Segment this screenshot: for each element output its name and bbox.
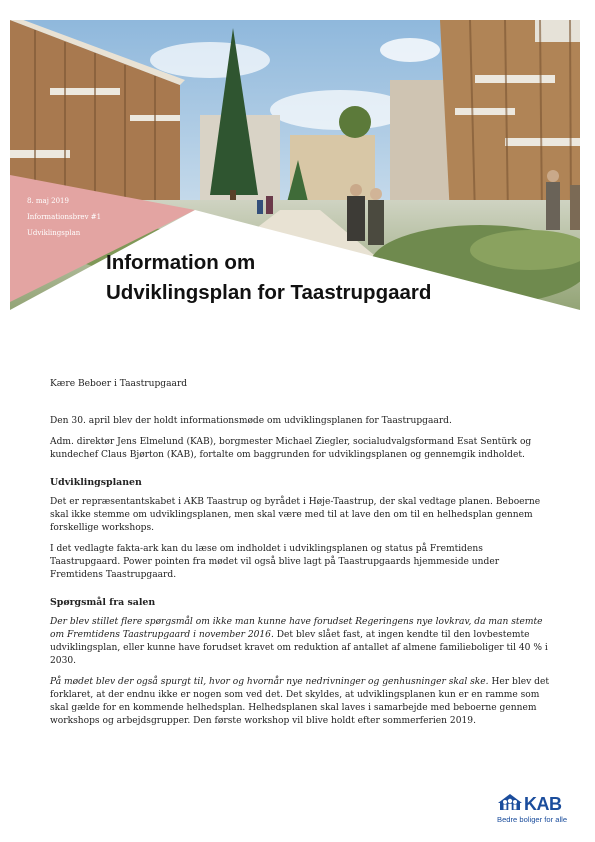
question-paragraph-1 (50, 616, 552, 668)
question-1: Der blev stillet flere spørgsmål om ikke man kunne have forudset Regeringens nye lovkrav, da man stemte om Fremtidens Taastrupgaard i november 2016. (50, 617, 543, 640)
letter-body (50, 378, 552, 736)
people-house-icon (497, 793, 523, 815)
issue-date: 8. maj 2019 (27, 197, 69, 205)
issue-number: Informationsbrev #1 (27, 213, 102, 221)
section-heading-questions: Spørgsmål fra salen (50, 597, 156, 608)
intro-paragraph: Den 30. april blev der holdt informationsmøde om udviklingsplanen for Taastrupgaard. (50, 416, 452, 426)
title-line-1: Information om (106, 251, 256, 274)
page-title (106, 248, 431, 308)
salutation: Kære Beboer i Taastrupgaard (50, 379, 188, 389)
header-meta (27, 193, 101, 241)
question-paragraph-2 (50, 676, 552, 728)
logo-tagline: Bedre boliger for alle (497, 815, 568, 824)
logo-brand: KAB (524, 793, 562, 814)
plan-paragraph-1: Det er repræsentantskabet i AKB Taastrup og byrådet i Høje-Taastrup, der skal vedtage planen. Beboerne skal ikke stemme om udviklingsplanen, men skal være med til at lave den om til en helhedsplan gennem forskellige workshops. (50, 497, 541, 533)
question-2: På mødet blev der også spurgt til, hvor og hvornår nye nedrivninger og genhusninger skal ske. (50, 677, 489, 687)
answer-2: Her blev det forklaret, at der endnu ikke er nogen som ved det. Det skyldes, at udviklingsplanen kun er en ramme som skal gælde for en kommende helhedsplan. Helhedsplanen skal laves i samarbejde med beboerne gennem workshops og arbejdsgrupper. Den første workshop vil blive holdt efter sommerferien 2019. (50, 677, 550, 726)
issue-topic: Udviklingsplan (27, 229, 81, 237)
kab-logo (497, 794, 577, 824)
section-heading-udviklingsplanen: Udviklingsplanen (50, 477, 142, 488)
answer-1: Det blev slået fast, at ingen kendte til den lovbestemte udviklingsplan, eller kunne have forudset kravet om reduktion af antallet af almene familieboliger til 40 % i 2030. (50, 630, 548, 666)
attendees-paragraph: Adm. direktør Jens Elmelund (KAB), borgmester Michael Ziegler, socialudvalgsformand Esat Sentürk og kundechef Claus Bjørton (KAB), fortalte om baggrunden for udviklingsplanen og gennemgik indholdet. (50, 437, 532, 460)
title-line-2: Udviklingsplan for Taastrupgaard (106, 281, 432, 304)
plan-paragraph-2: I det vedlagte fakta-ark kan du læse om indholdet i udviklingsplanen og status på Fremtidens Taastrupgaard. Power pointen fra mødet vil også blive lagt på Taastrupgaards hjemmeside under Fremtidens Taastrupgaard. (50, 544, 500, 580)
